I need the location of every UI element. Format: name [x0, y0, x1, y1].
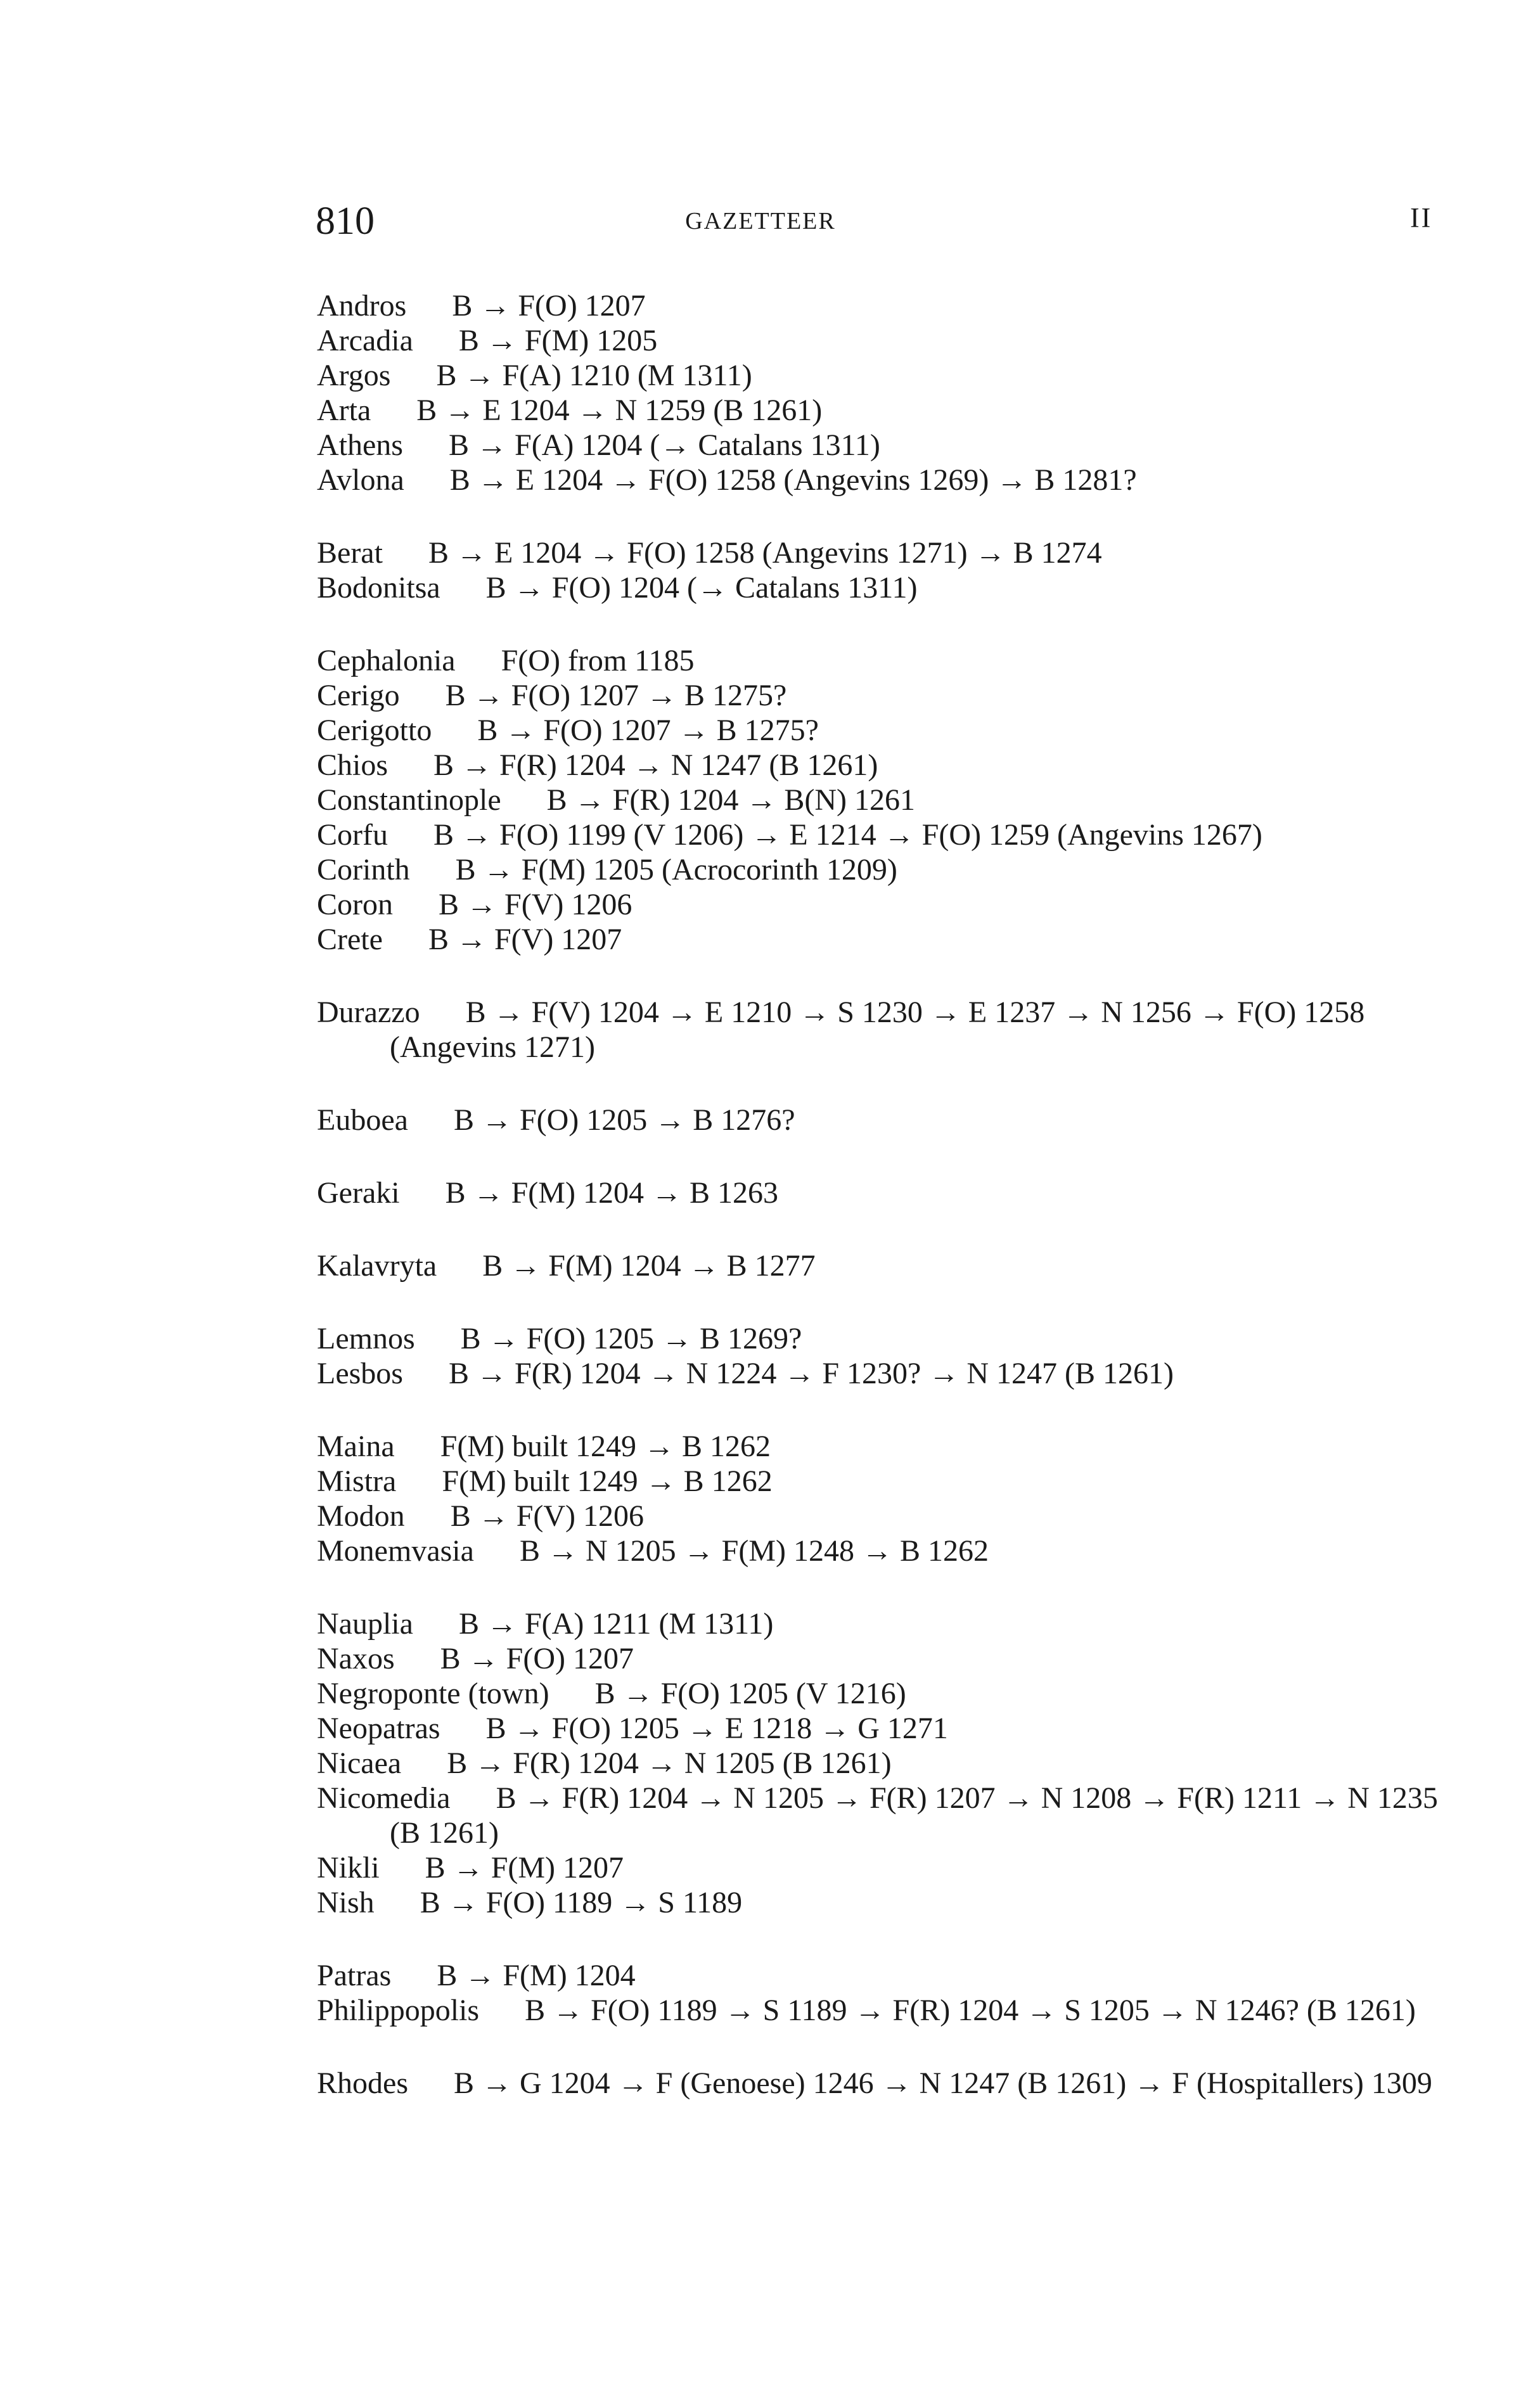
- gazetteer-entry: [317, 323, 1445, 358]
- place-history: F(M) built 1249 → B 1262: [440, 1430, 771, 1463]
- place-name: Nicaea: [317, 1746, 402, 1780]
- place-name: Andros: [317, 289, 407, 323]
- place-name: Euboea: [317, 1103, 408, 1137]
- place-name: Negroponte (town): [317, 1677, 549, 1710]
- place-name: Durazzo: [317, 996, 420, 1029]
- group-spacer: [317, 1210, 1445, 1248]
- place-history: B → F(V) 1207: [428, 923, 622, 956]
- place-history: B → F(A) 1210 (M 1311): [436, 359, 752, 392]
- place-name: Cerigotto: [317, 714, 432, 747]
- group-spacer: [317, 957, 1445, 995]
- running-head: GAZETTEER: [685, 208, 836, 234]
- place-history: B → F(R) 1204 → N 1247 (B 1261): [433, 748, 878, 782]
- place-name: Lemnos: [317, 1322, 415, 1355]
- gazetteer-entry: [317, 1175, 1445, 1210]
- place-history: B → F(R) 1204 → B(N) 1261: [546, 783, 915, 817]
- place-history: B → F(R) 1204 → N 1205 → F(R) 1207 → N 1208 → F(R) 1211 → N 1235 (B 1261): [390, 1781, 1438, 1850]
- place-history: B → E 1204 → F(O) 1258 (Angevins 1269) → B 1281?: [449, 463, 1137, 497]
- place-name: Arcadia: [317, 324, 413, 357]
- place-history: B → F(O) 1205 → B 1276?: [453, 1103, 795, 1137]
- place-name: Kalavryta: [317, 1249, 437, 1283]
- gazetteer-entry: [317, 678, 1445, 713]
- place-history: B → F(M) 1205: [458, 324, 658, 357]
- place-name: Rhodes: [317, 2066, 408, 2100]
- place-name: Cerigo: [317, 679, 400, 712]
- group-spacer: [317, 1137, 1445, 1175]
- place-history: B → F(O) 1207 → B 1275?: [445, 679, 787, 712]
- group-spacer: [317, 1920, 1445, 1958]
- gazetteer-entry: [317, 1676, 1445, 1711]
- gazetteer-entry: [317, 2066, 1445, 2101]
- place-history: B → F(M) 1207: [425, 1851, 624, 1885]
- place-name: Monemvasia: [317, 1534, 474, 1568]
- gazetteer-entry: [317, 783, 1445, 817]
- gazetteer-entry: [317, 288, 1445, 323]
- place-name: Berat: [317, 536, 383, 570]
- place-name: Cephalonia: [317, 644, 456, 677]
- gazetteer-entry: [317, 643, 1445, 678]
- place-history: B → F(O) 1207: [440, 1642, 634, 1675]
- place-name: Arta: [317, 394, 371, 427]
- gazetteer-entry: [317, 1248, 1445, 1283]
- gazetteer-entry: [317, 1746, 1445, 1781]
- place-name: Naxos: [317, 1642, 395, 1675]
- gazetteer-entry: [317, 817, 1445, 852]
- gazetteer-entry: [317, 1850, 1445, 1885]
- place-name: Lesbos: [317, 1357, 403, 1390]
- gazetteer-entry: [317, 1993, 1445, 2028]
- place-history: B → F(O) 1189 → S 1189: [420, 1886, 743, 1919]
- place-history: B → F(V) 1204 → E 1210 → S 1230 → E 1237 → N 1256 → F(O) 1258 (Angevins 1271): [390, 996, 1365, 1064]
- place-history: B → F(O) 1205 → B 1269?: [460, 1322, 802, 1355]
- place-history: B → F(O) 1205 (V 1216): [594, 1677, 906, 1710]
- place-name: Philippopolis: [317, 1994, 480, 2027]
- gazetteer-entry: [317, 1464, 1445, 1499]
- group-spacer: [317, 1391, 1445, 1429]
- gazetteer-entry: [317, 1958, 1445, 1993]
- place-name: Patras: [317, 1959, 392, 1992]
- page-number: 810: [316, 200, 375, 243]
- place-name: Bodonitsa: [317, 571, 440, 605]
- group-spacer: [317, 2028, 1445, 2066]
- place-history: B → F(V) 1206: [439, 888, 632, 921]
- place-history: B → F(O) 1189 → S 1189 → F(R) 1204 → S 1205 → N 1246? (B 1261): [525, 1994, 1416, 2027]
- gazetteer-entry: [317, 1606, 1445, 1641]
- place-name: Modon: [317, 1499, 405, 1533]
- gazetteer-entry: [317, 1534, 1445, 1568]
- place-history: F(O) from 1185: [501, 644, 695, 677]
- group-spacer: [317, 1065, 1445, 1103]
- group-spacer: [317, 1283, 1445, 1321]
- gazetteer-entry: [317, 1356, 1445, 1391]
- place-name: Mistra: [317, 1464, 397, 1498]
- gazetteer-entry: [317, 428, 1445, 463]
- gazetteer-entry: [317, 887, 1445, 922]
- gazetteer-entry: [317, 995, 1445, 1065]
- gazetteer-entry: [317, 463, 1445, 497]
- gazetteer-entry: [317, 1321, 1445, 1356]
- place-name: Argos: [317, 359, 391, 392]
- place-history: B → F(O) 1199 (V 1206) → E 1214 → F(O) 1259 (Angevins 1267): [433, 818, 1262, 852]
- place-history: B → F(R) 1204 → N 1224 → F 1230? → N 1247 (B 1261): [448, 1357, 1174, 1390]
- place-history: B → F(A) 1211 (M 1311): [458, 1607, 774, 1641]
- place-name: Nauplia: [317, 1607, 413, 1641]
- place-history: B → F(M) 1204 → B 1277: [482, 1249, 816, 1283]
- place-history: B → E 1204 → F(O) 1258 (Angevins 1271) → B 1274: [428, 536, 1102, 570]
- gazetteer-entry: [317, 1103, 1445, 1137]
- place-history: B → F(O) 1204 (→ Catalans 1311): [485, 571, 918, 605]
- place-name: Chios: [317, 748, 388, 782]
- place-history: B → F(A) 1204 (→ Catalans 1311): [448, 428, 880, 462]
- section-number: II: [1410, 202, 1433, 233]
- gazetteer-entry: [317, 1781, 1445, 1850]
- gazetteer-entry: [317, 1641, 1445, 1676]
- place-history: B → F(R) 1204 → N 1205 (B 1261): [447, 1746, 892, 1780]
- place-name: Coron: [317, 888, 393, 921]
- place-name: Corfu: [317, 818, 388, 852]
- place-name: Maina: [317, 1430, 395, 1463]
- place-name: Nicomedia: [317, 1781, 451, 1815]
- place-history: B → F(O) 1205 → E 1218 → G 1271: [485, 1712, 948, 1745]
- gazetteer-entry: [317, 1711, 1445, 1746]
- place-history: B → F(V) 1206: [450, 1499, 645, 1533]
- gazetteer-entry: [317, 713, 1445, 748]
- gazetteer-entry: [317, 393, 1445, 428]
- place-name: Neopatras: [317, 1712, 440, 1745]
- place-history: B → F(M) 1204 → B 1263: [445, 1176, 778, 1210]
- group-spacer: [317, 497, 1445, 535]
- place-name: Constantinople: [317, 783, 501, 817]
- gazetteer-entry: [317, 535, 1445, 570]
- place-name: Geraki: [317, 1176, 400, 1210]
- place-history: B → F(M) 1205 (Acrocorinth 1209): [455, 853, 897, 887]
- group-spacer: [317, 605, 1445, 643]
- gazetteer-entry: [317, 1429, 1445, 1464]
- place-history: B → N 1205 → F(M) 1248 → B 1262: [519, 1534, 989, 1568]
- place-history: B → E 1204 → N 1259 (B 1261): [416, 394, 823, 427]
- place-name: Nish: [317, 1886, 375, 1919]
- place-history: B → G 1204 → F (Genoese) 1246 → N 1247 (B 1261) → F (Hospitallers) 1309: [454, 2066, 1432, 2100]
- place-history: F(M) built 1249 → B 1262: [442, 1464, 773, 1498]
- gazetteer-entry: [317, 748, 1445, 783]
- gazetteer-entry: [317, 1885, 1445, 1920]
- gazetteer-entry: [317, 1499, 1445, 1534]
- place-history: B → F(M) 1204: [437, 1959, 636, 1992]
- gazetteer-entries: [317, 288, 1445, 2101]
- gazetteer-entry: [317, 570, 1445, 605]
- gazetteer-entry: [317, 358, 1445, 393]
- gazetteer-entry: [317, 852, 1445, 887]
- place-name: Nikli: [317, 1851, 380, 1885]
- gazetteer-entry: [317, 922, 1445, 957]
- place-name: Avlona: [317, 463, 404, 497]
- place-name: Corinth: [317, 853, 410, 887]
- place-name: Athens: [317, 428, 403, 462]
- place-history: B → F(O) 1207: [452, 289, 646, 323]
- group-spacer: [317, 1568, 1445, 1606]
- place-history: B → F(O) 1207 → B 1275?: [477, 714, 819, 747]
- place-name: Crete: [317, 923, 383, 956]
